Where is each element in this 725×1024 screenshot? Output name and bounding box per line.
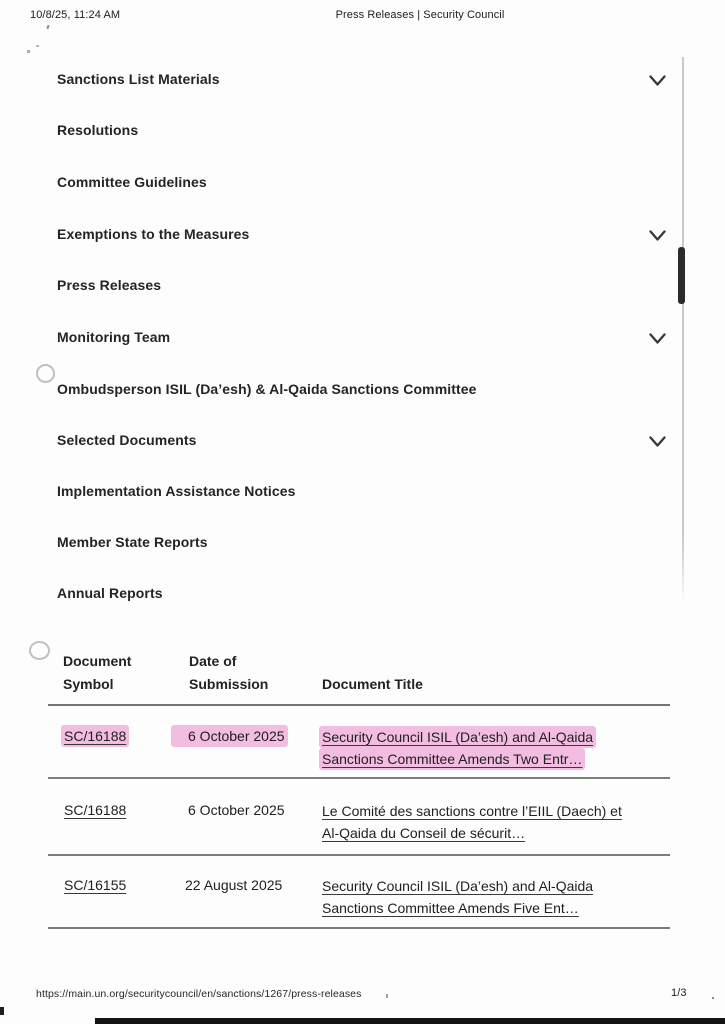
table-row-3-date-cell	[185, 875, 282, 897]
column-header-date-of-submission	[189, 650, 268, 695]
table-row-3-title-cell	[322, 875, 593, 919]
table-divider	[48, 854, 670, 856]
menu-item-label: Implementation Assistance Notices	[57, 483, 296, 499]
document-title-link[interactable]: Sanctions Committee Amends Five Ent…	[322, 900, 579, 916]
document-symbol-link[interactable]: SC/16188	[64, 802, 127, 818]
sidebar-item-selected-documents[interactable]	[57, 432, 670, 454]
menu-item-label: Ombudsperson ISIL (Da’esh) & Al-Qaida Sanctions Committee	[57, 381, 477, 397]
table-row-1-title-cell	[322, 726, 593, 770]
circle-artifact	[29, 641, 50, 660]
sidebar-item-exemptions[interactable]	[57, 226, 670, 248]
menu-item-label: Sanctions List Materials	[57, 71, 220, 87]
column-header-document-symbol	[63, 650, 131, 695]
column-header-document-title: Document Title	[322, 675, 423, 692]
document-title-link[interactable]: Security Council ISIL (Da’esh) and Al-Qaida	[322, 878, 594, 894]
sidebar-item-implementation-assistance-notices[interactable]	[57, 483, 670, 505]
circle-artifact	[36, 364, 55, 383]
page-title: Press Releases | Security Council	[335, 9, 505, 21]
sidebar-item-sanctions-list-materials[interactable]	[57, 71, 670, 93]
table-row-2-title-cell	[322, 800, 622, 844]
menu-item-label: Committee Guidelines	[57, 174, 207, 190]
document-symbol-link[interactable]: SC/16188	[64, 728, 127, 744]
scan-speck	[46, 25, 49, 29]
column-header-line: Symbol	[63, 675, 114, 692]
document-title-link[interactable]: Sanctions Committee Amends Two Entr…	[322, 751, 583, 767]
scan-artifact-mark	[0, 1007, 4, 1015]
date-of-submission: 6 October 2025	[188, 802, 285, 818]
print-footer-url: https://main.un.org/securitycouncil/en/sanctions/1267/press-releases	[36, 988, 362, 1000]
column-header-line: Document	[63, 653, 132, 669]
scrollbar-thumb[interactable]	[678, 247, 685, 304]
table-divider	[48, 777, 670, 779]
table-row-2-symbol-cell	[64, 800, 126, 822]
column-header-line: Submission	[189, 675, 269, 692]
date-of-submission: 6 October 2025	[188, 728, 285, 744]
scan-speck	[36, 45, 39, 47]
menu-item-label: Press Releases	[57, 277, 162, 293]
print-datetime: 10/8/25, 11:24 AM	[30, 9, 121, 21]
page-indicator: 1/3	[671, 987, 687, 999]
menu-item-label: Resolutions	[57, 122, 139, 138]
scrollbar-track[interactable]	[682, 57, 684, 605]
sidebar-item-ombudsperson[interactable]	[57, 381, 670, 403]
document-title-link[interactable]: Security Council ISIL (Da’esh) and Al-Qaida	[322, 729, 594, 745]
menu-item-label: Monitoring Team	[57, 329, 171, 345]
scan-artifact-bottom-bar	[95, 1018, 725, 1024]
menu-item-label: Exemptions to the Measures	[57, 226, 250, 242]
chevron-down-icon[interactable]	[649, 229, 666, 241]
menu-item-label: Selected Documents	[57, 432, 197, 448]
table-row-2-date-cell	[188, 800, 285, 822]
sidebar-item-monitoring-team[interactable]	[57, 329, 670, 351]
document-title-link[interactable]: Le Comité des sanctions contre l’EIIL (Daech) et	[322, 803, 622, 819]
sidebar-item-resolutions[interactable]	[57, 122, 670, 144]
sidebar-item-committee-guidelines[interactable]	[57, 174, 670, 196]
table-row-1-symbol-cell	[64, 726, 126, 748]
scan-speck	[27, 50, 30, 53]
table-row-3-symbol-cell	[64, 875, 126, 897]
chevron-down-icon[interactable]	[649, 74, 666, 86]
table-row-1-date-cell	[188, 726, 285, 748]
scan-speck	[386, 994, 388, 998]
column-header-line: Date of	[189, 653, 237, 669]
menu-item-label: Annual Reports	[57, 585, 163, 601]
sidebar-item-member-state-reports[interactable]	[57, 534, 670, 556]
chevron-down-icon[interactable]	[649, 332, 666, 344]
menu-item-label: Member State Reports	[57, 534, 208, 550]
table-divider	[48, 704, 670, 706]
document-symbol-link[interactable]: SC/16155	[64, 877, 127, 893]
table-divider	[48, 927, 670, 929]
sidebar-item-annual-reports[interactable]	[57, 585, 670, 607]
date-of-submission: 22 August 2025	[185, 877, 283, 893]
scan-speck	[712, 997, 714, 999]
sidebar-item-press-releases[interactable]	[57, 277, 670, 299]
document-title-link[interactable]: Al-Qaida du Conseil de sécurit…	[322, 825, 526, 841]
chevron-down-icon[interactable]	[649, 435, 666, 447]
